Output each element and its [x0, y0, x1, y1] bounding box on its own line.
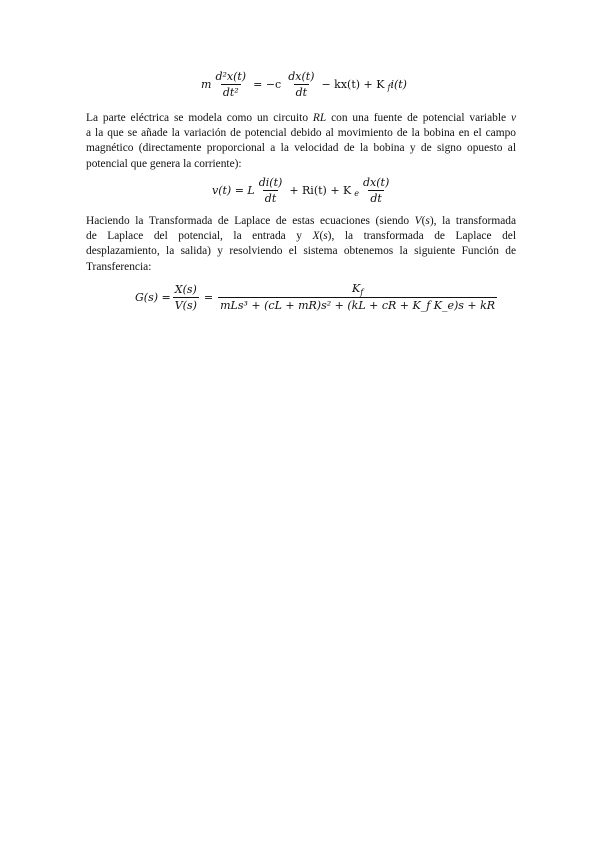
text-line: desplazamiento, la salida) y resolviendo el sistema obtenemos la siguiente Función de [86, 245, 516, 258]
mass-symbol: m [201, 78, 212, 91]
text-line: magnético (directamente proporcional a la velocidad de la bobina y de signo opuesto al [86, 142, 516, 155]
paragraph-electrical-model [86, 111, 516, 172]
mechanical-equation [201, 70, 407, 99]
subscript: f [387, 83, 391, 92]
text-line [86, 214, 516, 229]
first-derivative-fraction [286, 70, 316, 99]
italic-term: s [425, 215, 430, 227]
current-derivative-fraction [257, 176, 285, 205]
text-line [86, 229, 516, 244]
electrical-equation [212, 176, 393, 205]
italic-term: X [312, 230, 320, 243]
fraction-numerator: di(t) [258, 176, 283, 189]
fraction-numerator: dx(t) [288, 70, 315, 83]
transfer-function-equation [135, 282, 499, 312]
text-run: ( [319, 230, 324, 243]
displacement-derivative-fraction [361, 176, 391, 205]
equation-term: v(t) = L [212, 184, 255, 197]
fraction-numerator: d²x(t) [215, 70, 247, 83]
italic-term: v [510, 112, 516, 124]
text-run: ( [421, 215, 426, 227]
text-run: La parte eléctrica se modela como un circuito [86, 112, 313, 124]
text-run: con una fuente de potencial variable [326, 112, 511, 124]
text-run: ), la transformada de Laplace del [327, 230, 516, 243]
fraction-denominator: mLs³ + (cL + mR)s² + (kL + cR + K_f K_e)s + kR [220, 299, 496, 312]
fraction-numerator: dx(t) [363, 176, 390, 189]
text-line: Transferencia: [86, 260, 152, 273]
fraction-denominator: dt [264, 192, 277, 205]
paragraph-laplace [86, 214, 516, 275]
fraction-numerator [350, 282, 365, 297]
transfer-fraction [218, 282, 497, 312]
text-line: a la que se añade la variación de potencial debido al movimiento de la bobina en el campo [86, 127, 516, 140]
fraction-denominator: dt [295, 86, 308, 99]
output-input-fraction [173, 283, 199, 312]
fraction-denominator: V(s) [174, 298, 197, 312]
text-run: Haciendo la Transformada de Laplace de estas ecuaciones (siendo [86, 215, 415, 227]
equation-term: = −c [253, 78, 282, 91]
equation-term: i(t) [390, 78, 407, 91]
subscript: e [354, 189, 359, 198]
italic-term: RL [312, 112, 327, 124]
italic-term: s [323, 230, 328, 243]
text-line [86, 111, 516, 126]
equation-term: − kx(t) + K [321, 78, 385, 91]
subscript: f [360, 288, 364, 297]
gain-symbol: K [352, 282, 361, 295]
italic-term: V [414, 215, 422, 227]
equation-term: + Ri(t) + K [289, 184, 352, 197]
fraction-numerator: X(s) [174, 282, 197, 296]
fraction-denominator: dt [370, 192, 382, 205]
text-line: potencial que genera la corriente): [86, 157, 242, 170]
fraction-denominator: dt² [222, 86, 239, 99]
second-derivative-fraction [213, 70, 248, 99]
equation-term: G(s) = [135, 290, 171, 304]
text-run: ), la transformada [429, 215, 516, 227]
text-run: de Laplace del potencial, la entrada y [86, 230, 313, 243]
equals-sign: = [203, 290, 214, 304]
